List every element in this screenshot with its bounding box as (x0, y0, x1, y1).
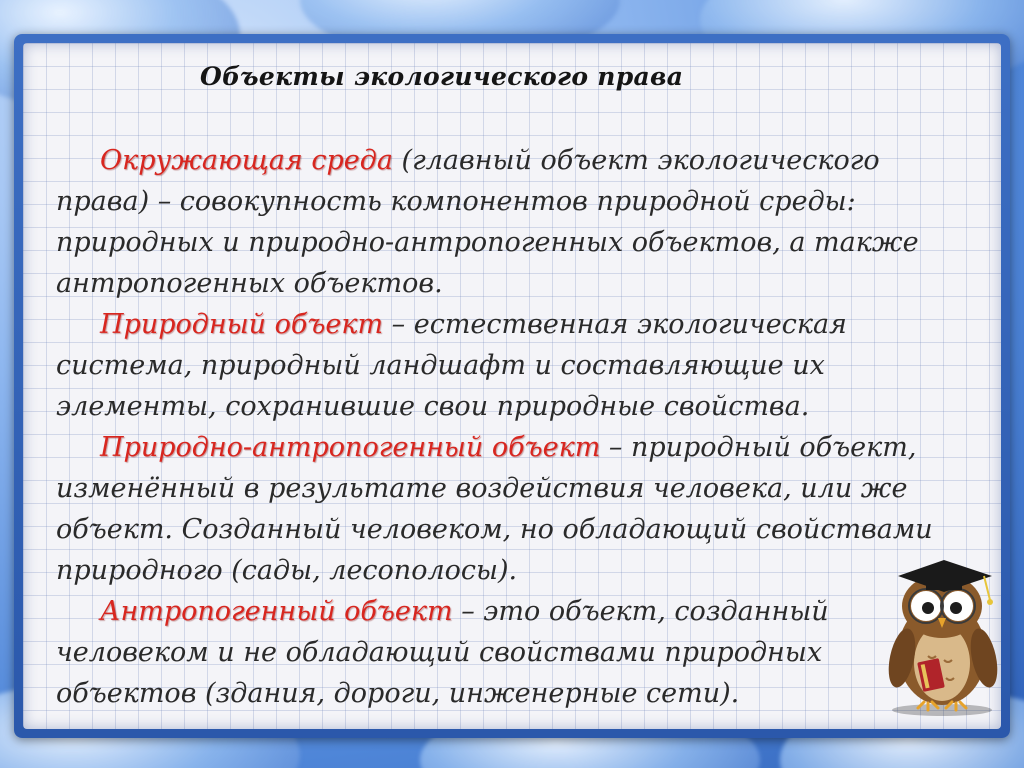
definition-term: Природный объект (100, 309, 384, 340)
definition-text: – естественная экологическая система, природный ландшафт и составляющие их элементы, сохранившие свои природные свойства. (56, 309, 847, 422)
owl-in-graduation-cap-icon (880, 548, 1010, 718)
definition-text: – природный объект, изменённый в результате воздействия человека, или же объект. Созданный человеком, но обладающий свойствами природного (сады, лесополосы). (56, 432, 933, 586)
definition-paragraph (56, 304, 956, 427)
definition-term: Природно-антропогенный объект (100, 432, 601, 463)
slide-title: Объекты экологического права (200, 62, 684, 91)
definitions-list (56, 140, 956, 714)
definition-text: (главный объект экологического права) – совокупность компонентов природной среды: природных и природно-антропогенных объектов, а также антропогенных объектов. (56, 145, 919, 299)
definition-paragraph (56, 140, 956, 304)
definition-text: – это объект, созданный человеком и не обладающий свойствами природных объектов (здания, дороги, инженерные сети). (56, 596, 829, 709)
definition-term: Антропогенный объект (100, 596, 453, 627)
definition-paragraph (56, 427, 956, 591)
definition-term: Окружающая среда (100, 145, 393, 176)
definition-paragraph (56, 591, 956, 714)
